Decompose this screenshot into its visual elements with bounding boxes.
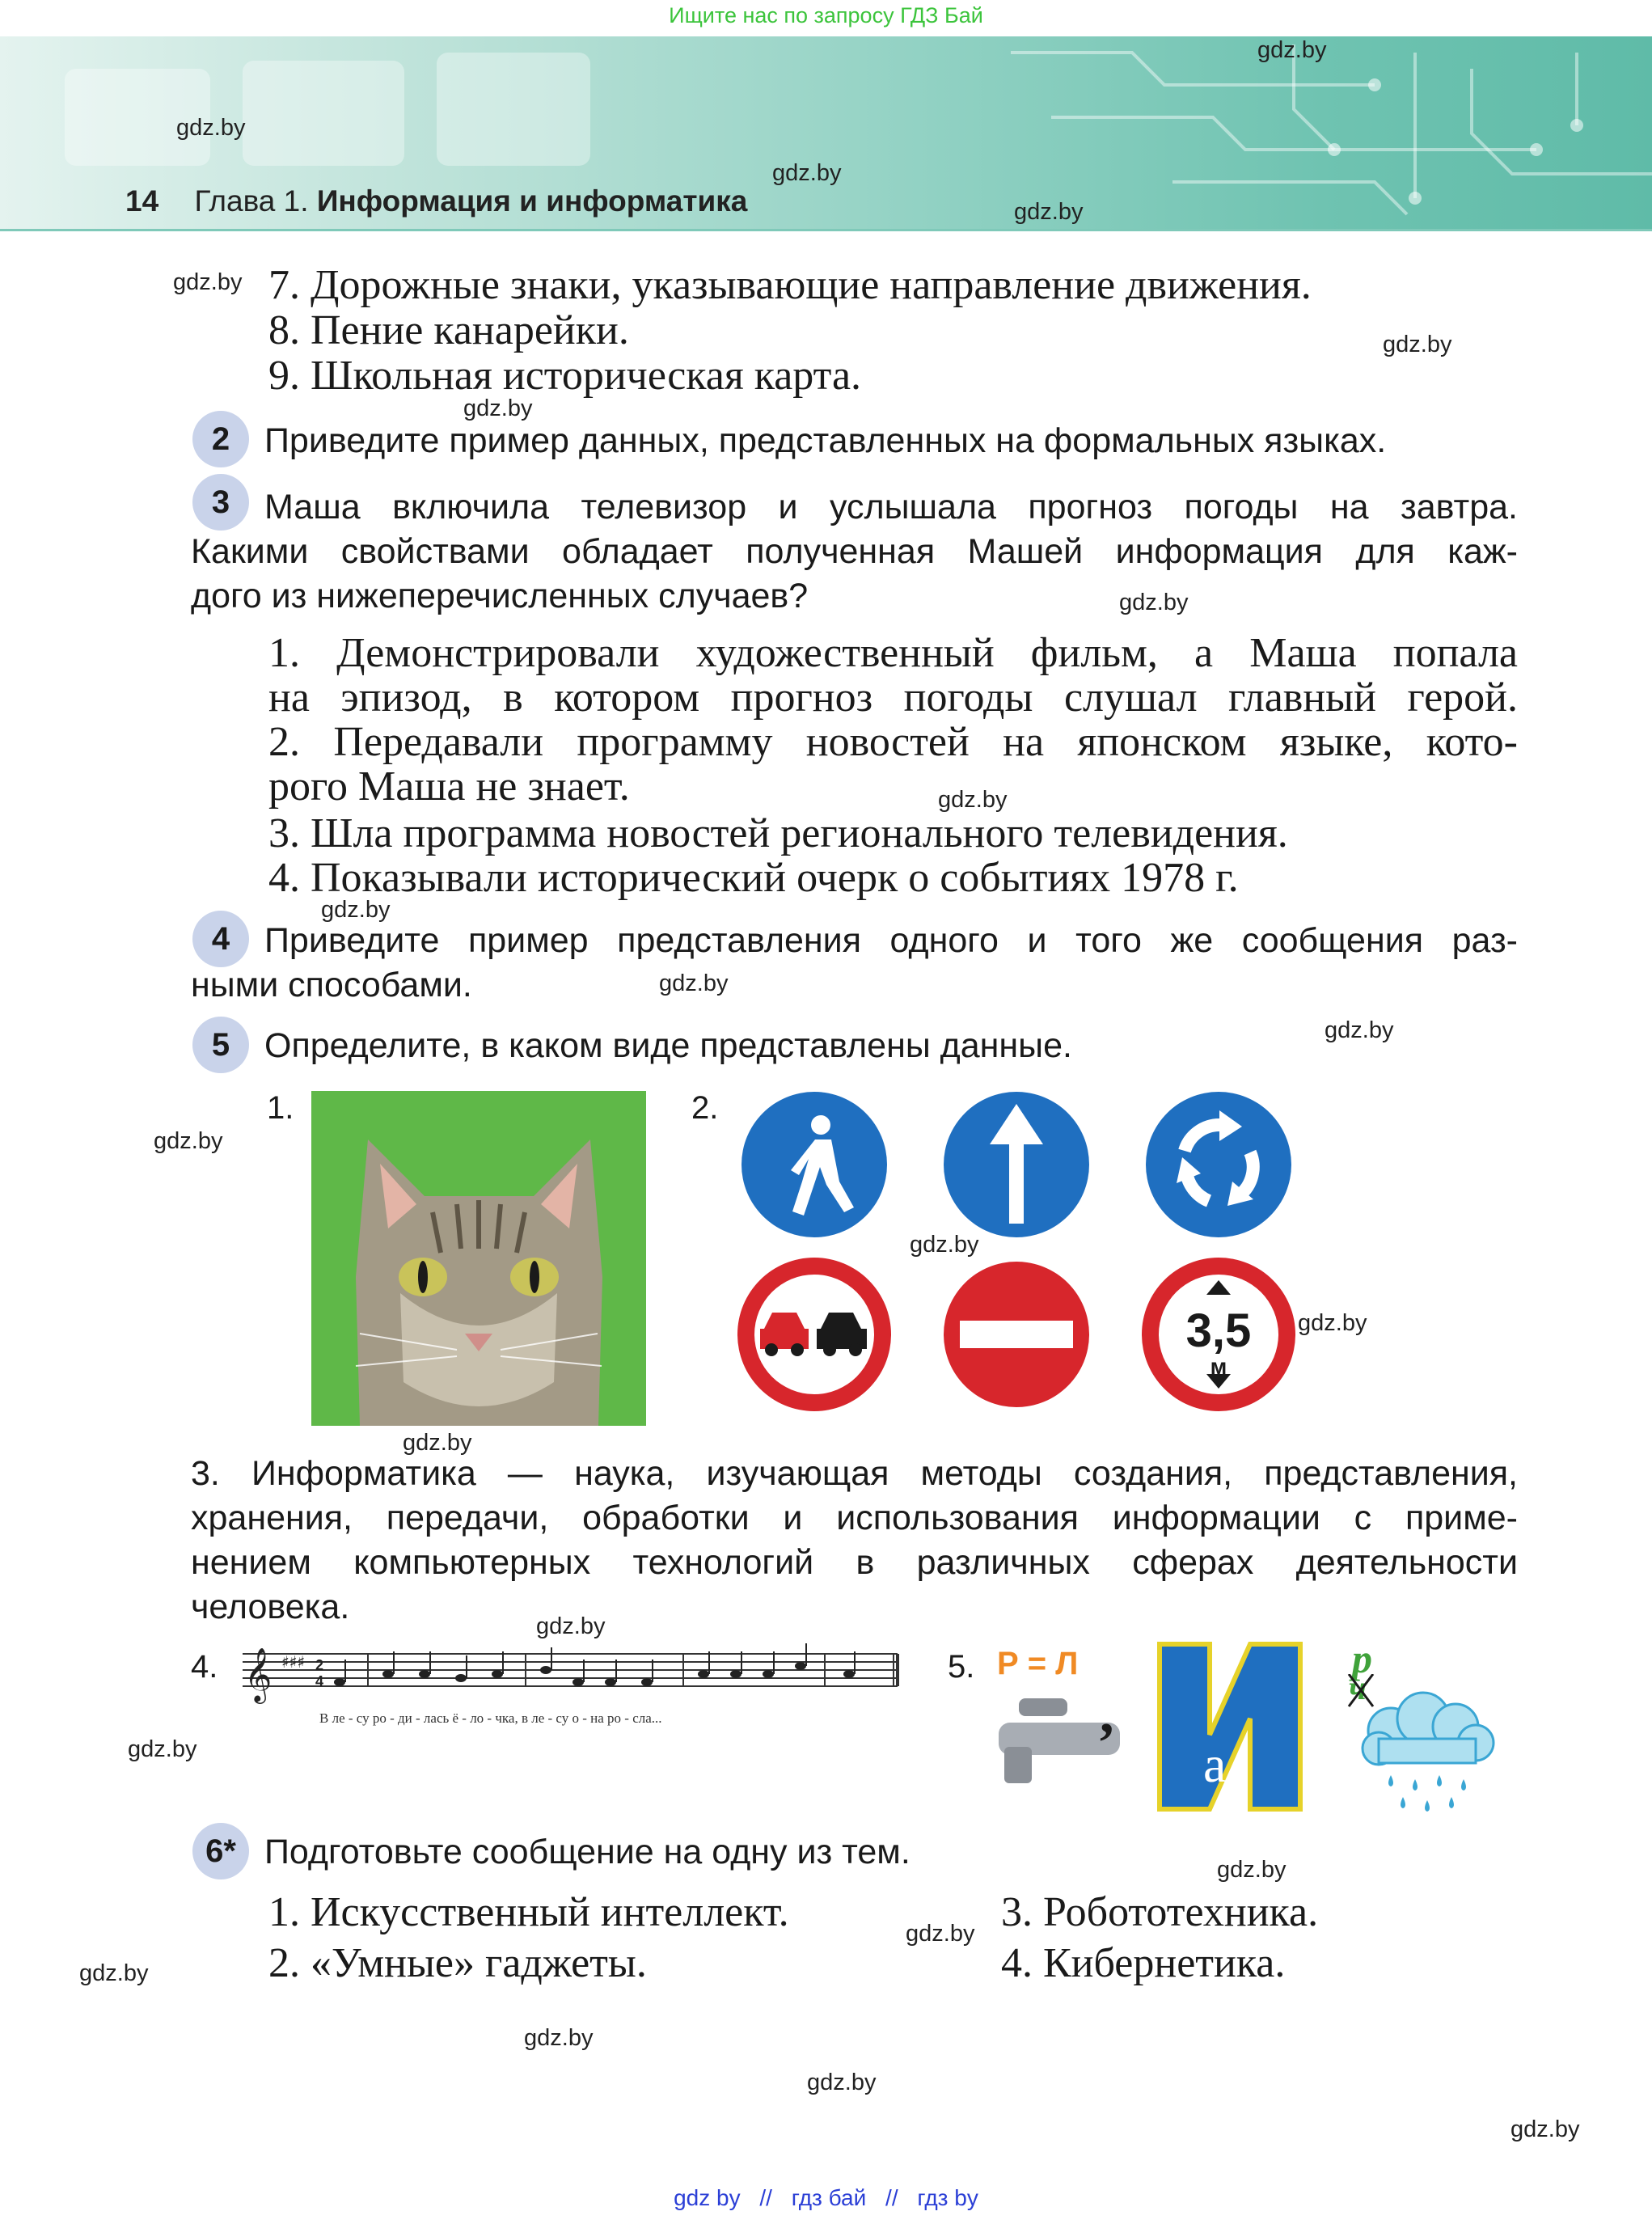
- height-limit-value: 3,5: [1185, 1304, 1252, 1357]
- watermark: gdz.by: [807, 2070, 877, 2095]
- list-item: 3. Шла программа новостей регионального телевидения.: [268, 810, 1288, 856]
- task-number-badge: 5: [192, 1017, 249, 1073]
- watermark: gdz.by: [79, 1960, 149, 1986]
- music-score: [234, 1642, 902, 1735]
- banner-rule: [0, 229, 1652, 231]
- watermark: gdz.by: [173, 269, 243, 295]
- watermark: gdz.by: [1014, 199, 1084, 225]
- list-item: 2. Передавали программу новостей на японском языке, кото-: [268, 719, 1518, 765]
- watermark: gdz.by: [938, 787, 1008, 813]
- roundabout-sign-icon: [1142, 1088, 1295, 1241]
- task-text: Приведите пример данных, представленных на формальных языках.: [264, 421, 1387, 460]
- height-limit-sign-icon: [1142, 1258, 1295, 1411]
- footer-link-gdz-by-cyr[interactable]: гдз by: [917, 2185, 978, 2210]
- item-text: человека.: [191, 1588, 350, 1626]
- task-number-badge: 3: [192, 474, 249, 531]
- treble-clef-icon: 𝄞: [244, 1647, 273, 1702]
- rain-cloud-icon: [1342, 1674, 1504, 1820]
- watermark: gdz.by: [463, 395, 533, 421]
- chapter-label: Глава 1.: [194, 184, 309, 218]
- task-text: ными способами.: [191, 966, 472, 1004]
- no-entry-sign-icon: [940, 1258, 1093, 1411]
- watermark: gdz.by: [1257, 37, 1327, 63]
- watermark: gdz.by: [524, 2025, 594, 2051]
- list-item: 1. Демонстрировали художественный фильм, а Маша попала: [268, 630, 1518, 676]
- watermark: gdz.by: [1217, 1857, 1287, 1883]
- list-item: рого Маша не знает.: [268, 763, 630, 810]
- item-text: 3. Информатика — наука, изучающая методы создания, представления,: [191, 1454, 1518, 1493]
- topic-item: 2. «Умные» гаджеты.: [268, 1940, 647, 1986]
- list-item: 4. Показывали исторический очерк о событиях 1978 г.: [268, 855, 1239, 901]
- chapter-title: Информация и информатика: [316, 184, 748, 218]
- watermark: gdz.by: [1383, 332, 1452, 357]
- straight-only-sign-icon: [940, 1088, 1093, 1241]
- task-number-badge: 4: [192, 911, 249, 967]
- list-item: 8. Пение канарейки.: [268, 307, 629, 353]
- footer-link-gdz-by[interactable]: gdz by: [674, 2185, 741, 2210]
- pedestrian-sign-icon: [737, 1088, 891, 1241]
- rebus-small-letter: а: [1203, 1736, 1227, 1793]
- watermark: gdz.by: [906, 1921, 975, 1947]
- rebus-crossed-letter: ч: [1349, 1670, 1367, 1707]
- footer-links: [0, 2185, 1652, 2211]
- topic-item: 3. Робототехника.: [1001, 1889, 1319, 1935]
- watermark: gdz.by: [1510, 2116, 1580, 2142]
- footer-link-gdz-bai[interactable]: гдз бай: [791, 2185, 867, 2210]
- rebus-comma: ,: [1100, 1683, 1114, 1745]
- time-signature-icon: 4: [315, 1673, 324, 1689]
- item-label: 2.: [691, 1090, 719, 1126]
- page-number: 14: [125, 184, 159, 218]
- height-limit-unit: м: [1210, 1354, 1227, 1379]
- item-label: 5.: [948, 1649, 975, 1685]
- item-label: 1.: [267, 1090, 294, 1126]
- task-text: Приведите пример представления одного и того же сообщения раз-: [264, 921, 1518, 960]
- watermark: gdz.by: [128, 1736, 197, 1762]
- key-signature-icon: ♯♯♯: [281, 1652, 306, 1672]
- road-signs: [736, 1086, 1302, 1426]
- top-search-note[interactable]: Ищите нас по запросу ГДЗ Бай: [669, 3, 983, 27]
- list-item: на эпизод, в котором прогноз погоды слушал главный герой.: [268, 674, 1518, 721]
- task-text: дого из нижеперечисленных случаев?: [191, 577, 809, 615]
- task-text: Какими свойствами обладает полученная Машей информация для каж-: [191, 532, 1518, 571]
- letter-i-icon: [1155, 1638, 1304, 1816]
- watermark: gdz.by: [659, 970, 729, 996]
- cat-photo: [311, 1091, 646, 1426]
- task-number-badge: 6*: [192, 1823, 249, 1879]
- watermark: gdz.by: [1119, 590, 1189, 615]
- watermark: gdz.by: [910, 1232, 979, 1258]
- footer-separator: //: [885, 2185, 898, 2210]
- watermark: gdz.by: [1298, 1310, 1367, 1336]
- item-text: хранения, передачи, обработки и использования информации с приме-: [191, 1499, 1518, 1537]
- topic-item: 4. Кибернетика.: [1001, 1940, 1286, 1986]
- rebus-formula: Р = Л: [997, 1646, 1079, 1681]
- watermark: gdz.by: [536, 1613, 606, 1639]
- item-label: 4.: [191, 1649, 218, 1685]
- rebus-letter-p: р: [1352, 1636, 1372, 1681]
- watermark: gdz.by: [772, 160, 842, 186]
- item-text: нением компьютерных технологий в различных сферах деятельности: [191, 1543, 1518, 1582]
- footer-separator: //: [759, 2185, 772, 2210]
- task-text: Маша включила телевизор и услышала прогноз погоды на завтра.: [264, 488, 1518, 526]
- watermark: gdz.by: [176, 115, 246, 141]
- task-text: Подготовьте сообщение на одну из тем.: [264, 1833, 911, 1871]
- song-lyrics: В ле - су ро - ди - лась ё - ло - чка, в ле - су о - на ро - сла...: [319, 1710, 662, 1726]
- watermark: gdz.by: [154, 1128, 223, 1154]
- task-text: Определите, в каком виде представлены данные.: [264, 1026, 1072, 1065]
- watermark: gdz.by: [403, 1430, 472, 1456]
- watermark: gdz.by: [1325, 1017, 1394, 1043]
- no-overtaking-sign-icon: [737, 1258, 891, 1411]
- list-item: 7. Дорожные знаки, указывающие направление движения.: [268, 262, 1312, 308]
- time-signature-icon: 2: [315, 1657, 324, 1673]
- page-header: [125, 184, 747, 218]
- topic-item: 1. Искусственный интеллект.: [268, 1889, 789, 1935]
- task-number-badge: 2: [192, 411, 249, 467]
- watermark: gdz.by: [321, 897, 391, 923]
- list-item: 9. Школьная историческая карта.: [268, 353, 862, 399]
